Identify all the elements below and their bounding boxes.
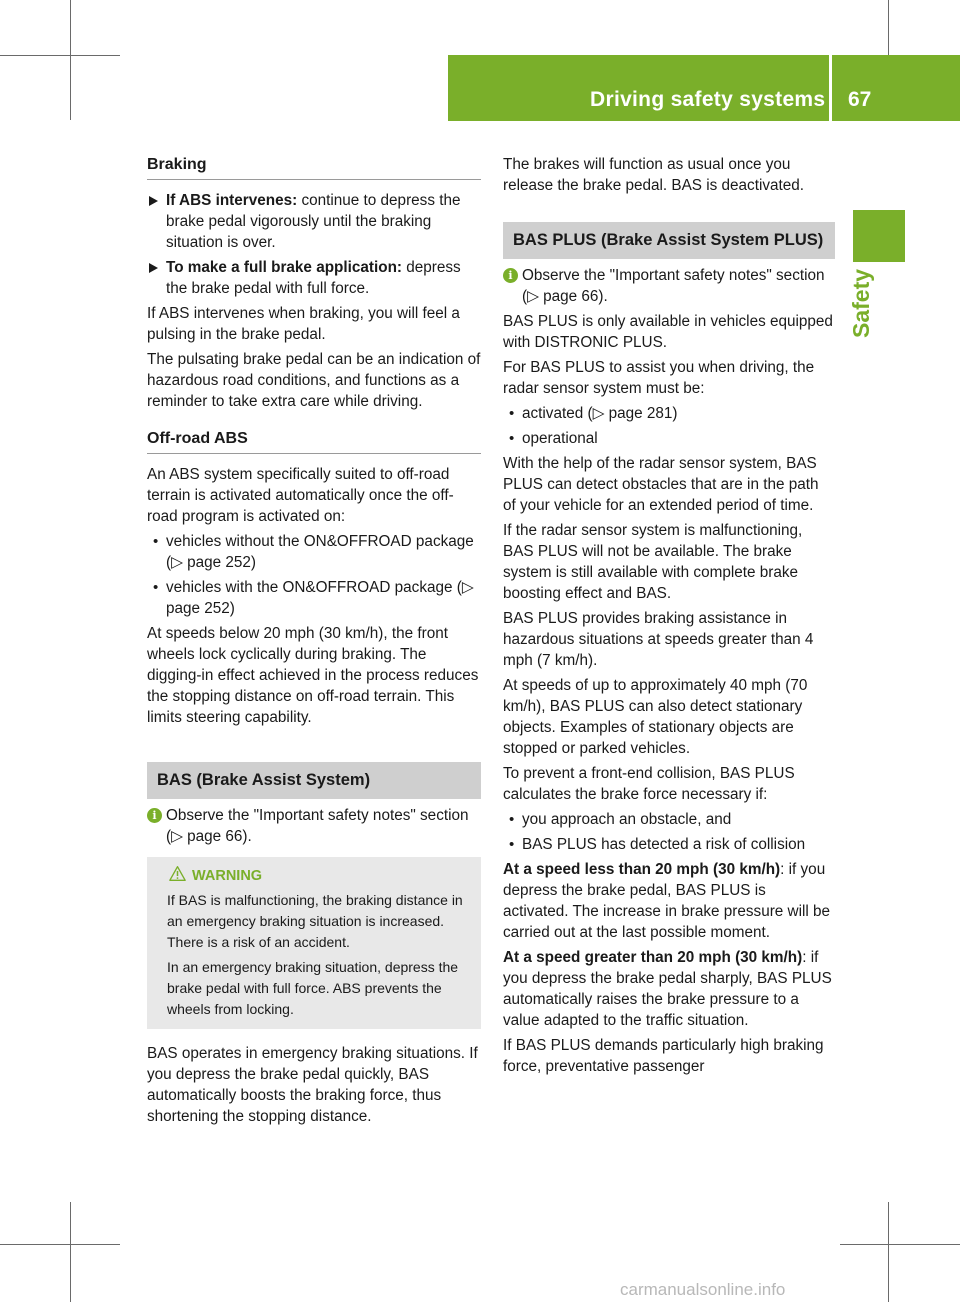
- arrow-bullet-icon: [149, 263, 158, 273]
- collision-bullet-text: BAS PLUS has detected a risk of collision: [522, 836, 806, 853]
- crop-mark: [0, 55, 120, 56]
- warning-paragraph: If BAS is malfunctioning, the braking distance in an emergency braking situation is increased. There is a risk of an accident.: [167, 892, 463, 950]
- bullet-dot-icon: •: [509, 430, 515, 447]
- speed-low-text: : if you depress the brake pedal, BAS PLUS is activated. The increase in brake pressure will be carried out at the last possible moment.: [503, 861, 831, 941]
- right-paragraph: For BAS PLUS to assist you when driving, the radar sensor system must be:: [503, 359, 815, 397]
- watermark: carmanualsonline.info: [620, 1280, 786, 1299]
- warning-triangle-icon: [169, 865, 186, 882]
- offroad-bullet-text: vehicles with the ON&OFFROAD package (▷ page 252): [166, 579, 474, 617]
- warning-box: [147, 857, 481, 1029]
- crop-mark: [70, 0, 71, 120]
- right-paragraph: To prevent a front-end collision, BAS PLUS calculates the brake force necessary if:: [503, 765, 795, 803]
- offroad-bullet: [147, 531, 481, 573]
- bullet-dot-icon: •: [153, 533, 159, 550]
- right-paragraph: The brakes will function as usual once you release the brake pedal. BAS is deactivated.: [503, 156, 805, 194]
- bas-plus-heading: BAS PLUS (Brake Assist System PLUS): [503, 222, 835, 259]
- braking-step-2-bold: To make a full brake application:: [166, 259, 403, 276]
- right-paragraph: [503, 859, 835, 943]
- speed-low-bold: At a speed less than 20 mph (30 km/h): [503, 861, 781, 878]
- speed-high-bold: At a speed greater than 20 mph (30 km/h): [503, 949, 803, 966]
- bullet-dot-icon: •: [509, 405, 515, 422]
- speed-high-text: : if you depress the brake pedal sharply, BAS PLUS automatically raises the brake pressure to a value adapted to the traffic situation.: [503, 949, 832, 1029]
- crop-mark: [70, 1202, 71, 1302]
- offroad-bullet-text: vehicles without the ON&OFFROAD package (▷ page 252): [166, 533, 474, 571]
- crop-mark: [888, 1202, 889, 1302]
- braking-paragraph: If ABS intervenes when braking, you will feel a pulsing in the brake pedal.: [147, 305, 460, 343]
- page-title: Driving safety systems: [590, 88, 826, 111]
- info-icon: i: [147, 808, 162, 823]
- warning-paragraph: In an emergency braking situation, depress the brake pedal with full force. ABS prevents the wheels from locking.: [167, 959, 459, 1017]
- right-paragraph: If the radar sensor system is malfunctioning, BAS PLUS will not be available. The brake system is still available with complete brake boosting effect and BAS.: [503, 522, 803, 602]
- radar-bullet: [503, 428, 835, 449]
- braking-step-1: [147, 190, 481, 253]
- bullet-dot-icon: •: [509, 836, 515, 853]
- braking-step-1-text: continue to depress the brake pedal vigorously until the braking situation is over.: [166, 192, 461, 251]
- bas-info-note: [147, 805, 481, 847]
- bas-plus-info-text: Observe the "Important safety notes" section (▷ page 66).: [522, 267, 825, 305]
- radar-bullet-text: activated (▷ page 281): [522, 405, 678, 422]
- offroad-paragraph: At speeds below 20 mph (30 km/h), the front wheels lock cyclically during braking. The digging-in effect achieved in the process reduces the stopping distance on off-road terrain. This limits steering capability.: [147, 625, 479, 726]
- bullet-dot-icon: •: [509, 811, 515, 828]
- braking-heading: Braking: [147, 154, 481, 180]
- header-separator: [829, 55, 832, 121]
- braking-step-2: [147, 257, 481, 299]
- braking-step-1-bold: If ABS intervenes:: [166, 192, 298, 209]
- crop-mark: [0, 1244, 120, 1245]
- right-paragraph: With the help of the radar sensor system, BAS PLUS can detect obstacles that are in the path of your vehicle for an extended period of time.: [503, 455, 819, 514]
- collision-bullet-text: you approach an obstacle, and: [522, 811, 732, 828]
- collision-bullet: [503, 809, 835, 830]
- bas-info-text: Observe the "Important safety notes" section (▷ page 66).: [166, 807, 469, 845]
- right-paragraph: At speeds of up to approximately 40 mph (70 km/h), BAS PLUS can also detect stationary objects. Examples of stationary objects are stopped or parked vehicles.: [503, 677, 808, 757]
- bas-paragraph: BAS operates in emergency braking situations. If you depress the brake pedal quickly, BAS automatically boosts the braking force, thus shortening the stopping distance.: [147, 1045, 478, 1125]
- bas-heading: BAS (Brake Assist System): [147, 762, 481, 799]
- warning-title-text: WARNING: [192, 868, 263, 884]
- arrow-bullet-icon: [149, 196, 158, 206]
- braking-step-2-text: depress the brake pedal with full force.: [166, 259, 461, 297]
- right-paragraph: If BAS PLUS demands particularly high braking force, preventative passenger: [503, 1037, 824, 1075]
- right-paragraph: BAS PLUS is only available in vehicles equipped with DISTRONIC PLUS.: [503, 313, 833, 351]
- radar-bullet-text: operational: [522, 430, 598, 447]
- section-tab-label: Safety: [848, 268, 874, 338]
- warning-title: [167, 866, 471, 887]
- info-icon: i: [503, 268, 518, 283]
- crop-mark: [840, 1244, 960, 1245]
- section-tab-block: [853, 210, 905, 262]
- collision-bullet: [503, 834, 835, 855]
- offroad-paragraph: An ABS system specifically suited to off-road terrain is activated automatically once the off-road program is activated on:: [147, 466, 454, 525]
- page-number: 67: [848, 88, 872, 111]
- bullet-dot-icon: •: [153, 579, 159, 596]
- bas-plus-info-note: [503, 265, 835, 307]
- right-column: [503, 154, 835, 1081]
- radar-bullet: [503, 403, 835, 424]
- braking-paragraph: The pulsating brake pedal can be an indication of hazardous road conditions, and functions as a reminder to take extra care while driving.: [147, 351, 481, 410]
- offroad-heading: Off-road ABS: [147, 428, 481, 454]
- left-column: [147, 154, 481, 1131]
- offroad-bullet: [147, 577, 481, 619]
- right-paragraph: [503, 947, 835, 1031]
- right-paragraph: BAS PLUS provides braking assistance in hazardous situations at speeds greater than 4 mph (7 km/h).: [503, 610, 814, 669]
